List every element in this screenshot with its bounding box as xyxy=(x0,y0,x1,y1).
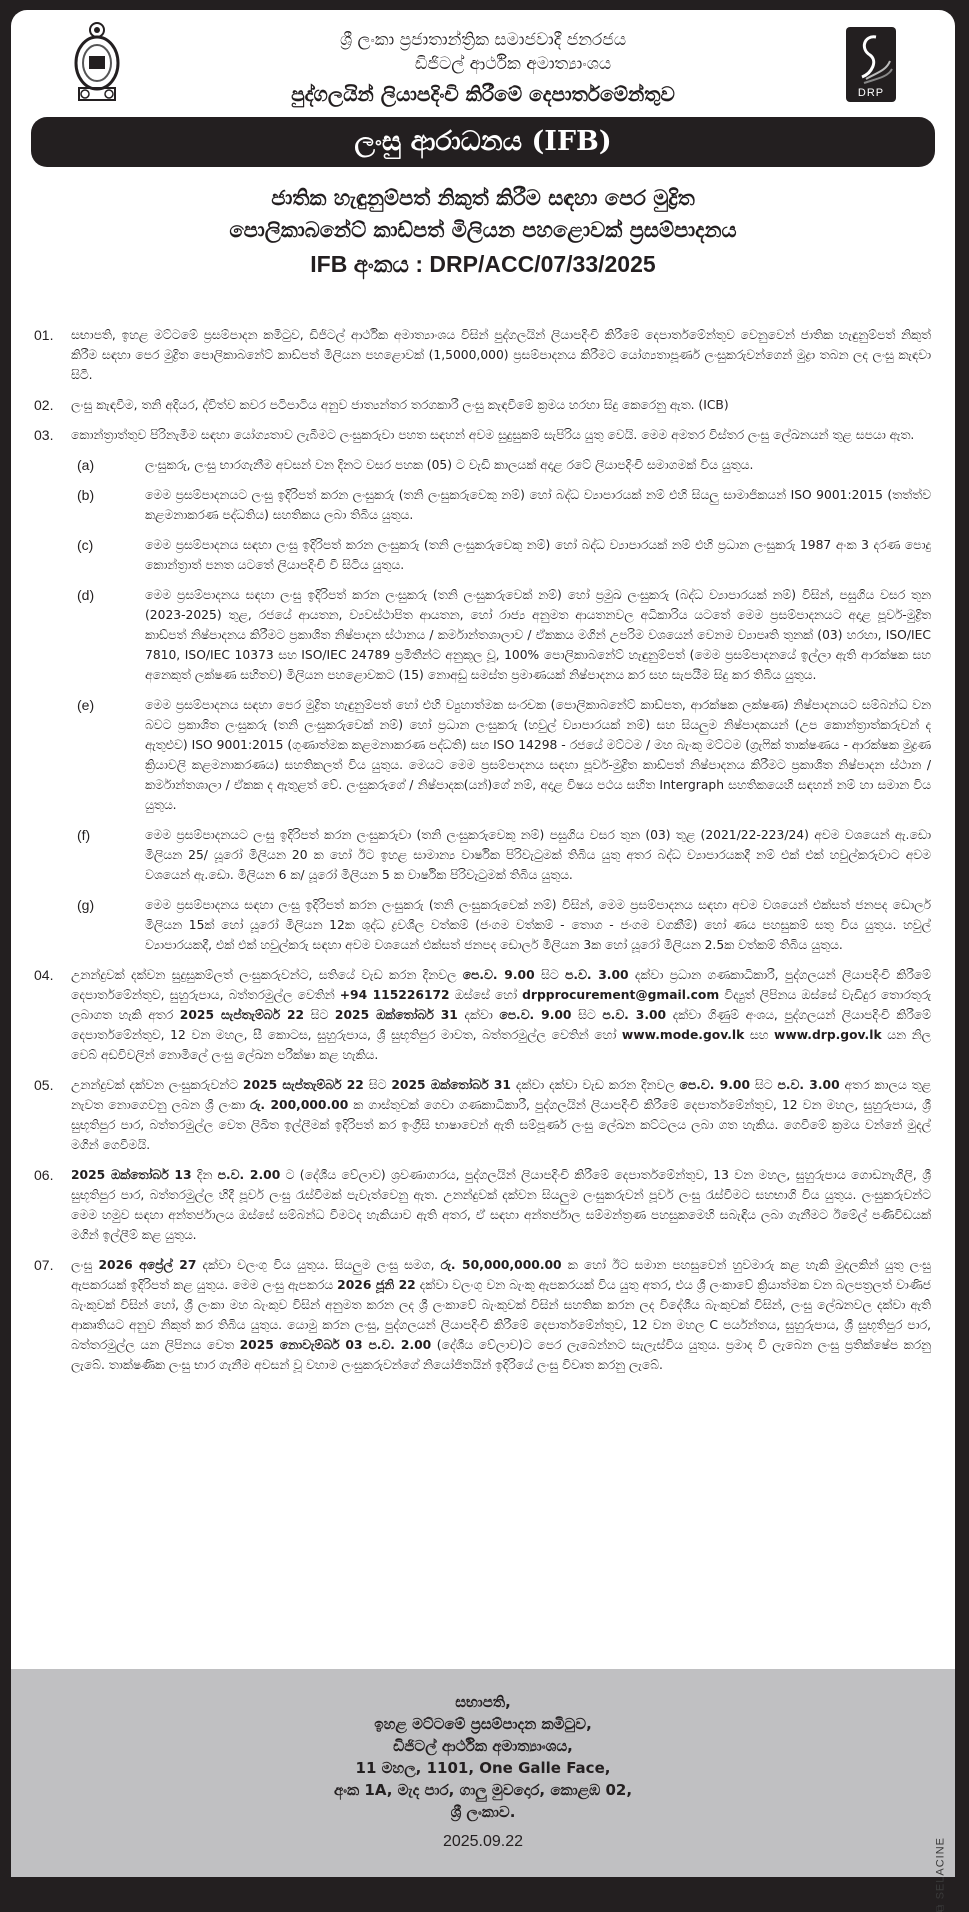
sub-item-label: (g) xyxy=(77,897,95,913)
hours-start: පෙ.ව. 9.00 xyxy=(499,1008,572,1022)
paragraph-text: ලංසු කැඳවීම, තනි අදියර, ද්විත්ව කවර පටිපාටිය අනුව ජාත්‍යන්තර තරගකාරී ලංසු කැඳවීමේ ක්‍රමය හරහා සිදු කෙරෙනු ඇත. (ICB) xyxy=(71,398,729,412)
sub-item-label: (e) xyxy=(77,697,95,713)
paragraph-number: 01. xyxy=(34,327,54,343)
document-fee: රු. 200,000.00 xyxy=(250,1098,349,1112)
department-name: පුද්ගලයින් ලියාපදිංචි කිරීමේ දෙපාර්තමේන්තුව xyxy=(291,82,675,106)
date-start: 2025 සැප්තැම්බර් 22 xyxy=(179,1008,305,1022)
paragraph-number: 07. xyxy=(34,1257,54,1273)
notice-date: 2025.09.22 xyxy=(442,1833,524,1850)
sri-lanka-emblem-icon xyxy=(73,18,121,106)
address-line2: අංක 1A, මැද පාර, ගාලු මුවදොර, කොළඹ 02, xyxy=(333,1781,633,1799)
sub-item-text: මෙම ප්‍රසම්පාදනය සඳහා ලංසු ඉදිරිපත් කරන ලංසුකරු (තනි ලංසුකරුවෙකු නම්) හෝ බද්ධ ව්‍යාපාරයක් නම් එහි ප්‍රධාන ලංසුකරු 1987 අංක 3 දරණ පොදු කොන්ත්‍රාත් පනත යටතේ ලියාපදිංචි වී සිටිය යුතුය. xyxy=(145,538,931,572)
paragraph-03 xyxy=(34,425,931,445)
text-run: දක්වා ගිණුම් අංශය, පුද්ගලයන් ලියාපදිංචි කිරීමේ දෙපාර්තමේන්තුව, 12 වන මහල, සී කොටස, සුහුරුපාය, ශ්‍රී සුභූතිපුර මාවත, බත්තරමුල්ල වෙතින් හෝ xyxy=(71,1008,931,1042)
paragraph-06 xyxy=(34,1165,931,1245)
paragraph-number: 05. xyxy=(34,1077,54,1093)
date-end: 2025 ඔක්තෝබර් 31 xyxy=(334,1008,458,1022)
advertisement-panel xyxy=(11,10,955,1912)
paragraph-text: කොන්ත්‍රාත්තුව පිරිනැමීම සඳහා යෝග්‍යතාව ලැබීමට ලංසුකරුවා පහත සඳහන් අවම සුදුසුකම් සැපිරිය යුතු වෙයි. මෙම අමතර විස්තර ලංසු ලේඛනයන් තුළ සපයා ඇත. xyxy=(71,428,915,442)
paragraph-text: සභාපති, ඉහළ මට්ටමේ ප්‍රසම්පාදන කමිටුව, ඩිජිටල් ආර්ථික අමාත්‍යාංශය විසින් පුද්ගලයින් ලියාපදිංචි කිරීමේ දෙපාර්තමේන්තුව වෙනුවෙන් ජාතික හැඳුනුම්පත් නිකුත් කිරීම සඳහා පෙර මුද්‍රිත පොලිකාබනේට් කාඩ්පත් මිලියන පහළොවක් (1,5000,000) ප්‍රසම්පාදනය කිරීමට යෝග්‍යතාපූර්ණ ලංසුකරුවන්ගෙන් මුද්‍රා තබන ලද ලංසු කැඳවා සිටී. xyxy=(71,328,931,382)
text-run: ඔස්සේ හෝ xyxy=(449,988,523,1002)
sub-item-a xyxy=(34,455,931,475)
sub-item-text: මෙම ප්‍රසම්පාදනය සඳහා පෙර මුද්‍රිත හැඳුනුම්පත් හෝ එහි ව්‍යුහාත්මක සංරචක (පොලිකාබනේට් කාඩ්පත, ආරක්ෂක ලක්ෂණ) නිෂ්පාදනයට සම්බන්ධ වන බවට ප්‍රකාශිත ලංසුකරු (තනි ලංසුකරුවෙක් නම්) හෝ ප්‍රධාන ලංසුකරු (හවුල් ව්‍යාපාරයක් නම්) සහ සියලුම නිෂ්පාදකයන් (උප කොන්ත්‍රාත්කරුවන් ද ඇතුළුව) ISO 9001:2015 (ගුණාත්මක කළමනාකරණ පද්ධති) සහ ISO 14298 - රජයේ මට්ටම / මහ බැංකු මට්ටම (ග්‍රැෆික් තාක්ෂණය - ආරක්ෂක මුද්‍රණ ක්‍රියාවලි කළමනාකරණය) සහතිකලත් විය යුතුය. මෙයට මෙම ප්‍රසම්පාදනය සඳහා පූර්ව-මුද්‍රිත කාඩ්පත් නිෂ්පාදනය කිරීමට ප්‍රකාශිත නිෂ්පාදන ස්ථාන / කර්මාන්තශාලා / ඒකක ද ඇතුළත් වේ. ලංසුකරුගේ / නිෂ්පාදක(යන්)ගේ නම්, අදාළ විෂය පථය සහිත Intergraph සහතිකයෙහි සඳහන් නම් හා සමාන විය යුතුය. xyxy=(145,698,931,812)
sub-item-text: මෙම ප්‍රසම්පාදනය සඳහා ලංසු ඉදිරිපත් කරන ලංසුකරු (තනි ලංසුකරුවෙක් නම්) විසින්, මෙම ප්‍රසම්පාදනය සඳහා අවම වශයෙන් එක්සත් ජනපද ඩොලර් මිලියන 15ක් හෝ යූරෝ මිලියන 12ක ශුද්ධ ද්‍රවශීල වත්කම් (ජංගම වත්කම් - තොග - ජංගම වගකීම්) හෝ ණය පහසුකම් සතු විය යුතුය. හවුල් ව්‍යාපාරයකදී, එක් එක් හවුල්කරු සඳහා අවම වශයෙන් එක්සත් ජනපද ඩොලර් මිලියන 3ක හෝ යූරෝ මිලියන 2.5ක වත්කම් තිබිය යුතුය. xyxy=(145,898,931,952)
office-hours-start: පෙ.ව. 9.00 xyxy=(462,968,535,982)
ministry-name: ඩිජිටල් ආර්ථික අමාත්‍යාංශය, xyxy=(393,1737,573,1755)
text-run: දක්වා වලංගු විය යුතුය. සියලුම ලංසු සමග, xyxy=(196,1258,441,1272)
drp-logo xyxy=(846,27,896,102)
text-run: සිට xyxy=(304,1008,335,1022)
date-end: 2025 ඔක්තෝබර් 31 xyxy=(391,1078,511,1092)
paragraph-02 xyxy=(34,395,931,415)
text-run: විද්‍යුත් ලිපිනය ඔස්සේ වැඩිදුර තොරතුරු ලබාගත හැකි අතර xyxy=(71,988,932,1022)
text-run: දක්වා දක්වා වැඩ කරන දිනවල xyxy=(510,1078,680,1092)
agency-mark xyxy=(934,1837,947,1912)
email-link[interactable]: drpprocurement@gmail.com xyxy=(522,988,720,1002)
paragraph-01 xyxy=(34,325,931,385)
sub-item-text: මෙම ප්‍රසම්පාදනය සඳහා ලංසු ඉදිරිපත් කරන ලංසුකරු (තනි ලංසුකරුවෙක් නම්) හෝ ප්‍රමුඛ ලංසුකරු (බද්ධ ව්‍යාපාරයක් නම්) විසින්, පසුගිය වසර තුන (2023-2025) තුළ, රජයේ ආයතන, ව්‍යවස්ථාපිත ආයතන, හෝ රාජ්‍ය අනුමත ආයතනවල අධිකාරිය යටතේ මෙම ප්‍රසම්පාදනයට අදාළ පූර්ව-මුද්‍රිත කාඩ්පත් නිෂ්පාදනය කිරීමට ප්‍රකාශිත නිෂ්පාදන ස්ථානය / කර්මාන්තශාලාව / ඒකකය මගින් උපරිම වශයෙන් වෙනම ව්‍යාපෘති තුනක් (03) හරහා, ISO/IEC 7810, ISO/IEC 10373 සහ ISO/IEC 24789 ප්‍රමිතීන්ට අනුකූල වූ, 100% පොලිකාබනේට් හැඳුනුම්පත් (මෙම ප්‍රසම්පාදනයේ ඉල්ලා ඇති ආරක්ෂක සහ අනෙකුත් ලක්ෂණ සහිතව) මිලියන පහළොවකට (15) නොඅඩු සමස්ත ප්‍රමාණයක් නිෂ්පාදනය කර සහ සැපයීම සිදු කර තිබිය යුතුය. xyxy=(145,588,931,682)
paragraph-number: 03. xyxy=(34,427,54,443)
text-run: යන නිල වෙබ් අඩවිවලින් නොමිලේ ලංසු ලේඛන පරීක්ෂා කළ හැකිය. xyxy=(71,1028,931,1062)
ifb-number: IFB අංකය : DRP/ACC/07/33/2025 xyxy=(310,251,656,277)
sub-item-text: ලංසුකරු, ලංසු භාරගැනීම අවසන් වන දිනට වසර පහක (05) ට වැඩි කාලයක් අදාළ රටේ ලියාපදිංචි සමාගමක් විය යුතුය. xyxy=(145,458,754,472)
text-run: සහ xyxy=(744,1028,774,1042)
sub-item-label: (a) xyxy=(77,457,95,473)
sub-item-g xyxy=(34,895,931,955)
hours-end: ප.ව. 3.00 xyxy=(602,1008,667,1022)
tender-title-block xyxy=(11,182,955,282)
signature-block xyxy=(11,1669,955,1912)
ministry-name: ඩිජිටල් ආර්ථික අමාත්‍යාංශය xyxy=(414,54,612,74)
hours-start: පෙ.ව. 9.00 xyxy=(679,1078,751,1092)
paragraph-number: 06. xyxy=(34,1167,54,1183)
paragraph-text xyxy=(71,1075,931,1155)
phone-number[interactable]: +94 115226172 xyxy=(339,988,450,1002)
text-run: උනන්දුවක් දක්වන සුදුසුකම්ලත් ලංසුකරුවන්ට, සතියේ වැඩ කරන දිනවල xyxy=(71,968,463,982)
sub-item-label: (c) xyxy=(77,537,94,553)
paragraph-04 xyxy=(34,965,931,1065)
bid-security-amount: රු. 50,000,000.00 xyxy=(440,1258,562,1272)
sub-item-e xyxy=(34,695,931,815)
committee-name: ඉහළ මට්ටමේ ප්‍රසම්පාදන කමිටුව, xyxy=(374,1715,592,1733)
signatory-title: සභාපති, xyxy=(455,1693,511,1711)
text-run: උනන්දුවක් දක්වන ලංසුකරුවන්ට xyxy=(71,1078,243,1092)
text-run: දක්වා xyxy=(457,1008,500,1022)
address-country: ශ්‍රී ලංකාව. xyxy=(450,1803,516,1821)
text-run: සිට xyxy=(534,968,566,982)
agency-logo-icon: ⧉ xyxy=(934,1899,946,1912)
mode-website-link[interactable]: www.mode.gov.lk xyxy=(621,1028,745,1042)
text-run: ක හෝ ඊට සමාන පහසුවෙන් හුවමාරු කළ හැකි මුදලකින් යුතු ලංසු ඇපකරයක් ඉදිරිපත් කළ යුතුය. මෙම ලංසු ඇපකරය xyxy=(71,1258,931,1292)
text-run: ලංසු xyxy=(71,1258,99,1272)
paragraph-text xyxy=(71,1165,931,1245)
sub-item-d xyxy=(34,585,931,685)
sub-item-label: (f) xyxy=(77,827,91,843)
bid-deadline: 2025 නොවැම්බර් 03 ප.ව. 2.00 xyxy=(239,1338,432,1352)
paragraph-number: 02. xyxy=(34,397,54,413)
agency-name: SELACINE xyxy=(934,1837,946,1900)
swan-icon xyxy=(846,29,896,89)
country-name: ශ්‍රී ලංකා ප්‍රජාතාන්ත්‍රික සමාජවාදී ජනරජය xyxy=(339,30,627,50)
pre-bid-date: 2025 ඔක්තෝබර් 13 xyxy=(71,1168,192,1182)
text-run: අතර කාලය තුළ නැවත නොගෙවනු ලබන ශ්‍රී ලංකා xyxy=(71,1078,931,1112)
sub-item-label: (d) xyxy=(77,587,95,603)
drp-logo-text: DRP xyxy=(857,87,885,99)
address-line1: 11 මහල, 1101, One Galle Face, xyxy=(355,1759,611,1777)
header xyxy=(11,10,955,110)
sub-item-text: මෙම ප්‍රසම්පාදනයට ලංසු ඉදිරිපත් කරන ලංසුකරුවා (තනි ලංසුකරුවෙකු නම්) පසුගිය වසර තුන (03) තුළ (2021/22-223/24) අවම වශයෙන් ඇ.ඩො මිලියන 25/ යූරෝ මිලියන 20 ක හෝ ඊට ඉහළ සාමාන්‍ය වාර්ෂික පිරිවැටුමක් තිබිය යුතු අතර බද්ධ ව්‍යාපාරයකදී නම් එක් එක් හවුල්කරුවාට අවම වශයෙන් ඇ.ඩො. මිලියන 6 ක/ යූරෝ මිලියන 5 ක වාර්ෂික පිරිවැටුමක් තිබිය යුතුය. xyxy=(145,828,931,882)
text-run: සිට xyxy=(363,1078,392,1092)
sub-item-label: (b) xyxy=(77,487,95,503)
tender-title-line2: පොලිකාබනේට් කාඩ්පත් මිලියන පහළොවක් ප්‍රසම්පාදනය xyxy=(229,218,737,242)
sub-item-b xyxy=(34,485,931,525)
text-run: දක්වා වලංගු වන බැංකු ඇපකරයක් විය යුතු අතර, එය ශ්‍රී ලංකාවේ ක්‍රියාත්මක වන බලපත්‍රලත් වාණිජ බැංකුවක් විසින් හෝ, ශ්‍රී ලංකා මහ බැංකුව විසින් අනුමත කරන ලද ශ්‍රී ලංකාවේ බැංකුවක් විසින් සහතික කරන ලද විදේශීය බැංකුවක් විසින්, ලංසු ලේඛනවල දක්වා ඇති ආකෘතියට අනුව නිකුත් කර තිබිය යුතුය. යොමු කරන ලංසු, පුද්ගලයන් ලියාපදිංචි කිරීමේ දෙපාර්තමේන්තුව, 12 වන මහල C පර්යන්තය, සුහුරුපාය, ශ්‍රී සුභූතිපුර පාර, බත්තරමුල්ල යන ලිපිනය වෙත xyxy=(71,1278,931,1352)
text-run: (දේශීය වේලාව)ට පෙර ලැබෙන්නට සැලැස්විය යුතුය. ප්‍රමාද වී ලැබෙන ලංසු ප්‍රතික්ෂේප කරනු ලැබේ. තාක්ෂණික ලංසු භාර ගැනීම අවසන් වූ වහාම ලංසුකරුවන්ගේ නියෝජිතයින් ඉදිරියේ ලංසු විවෘත කරනු ලැබේ. xyxy=(71,1338,931,1372)
paragraph-05 xyxy=(34,1075,931,1155)
drp-website-link[interactable]: www.drp.gov.lk xyxy=(773,1028,882,1042)
sub-item-text: මෙම ප්‍රසම්පාදනයට ලංසු ඉදිරිපත් කරන ලංසුකරු (තනි ලංසුකරුවෙකු නම්) හෝ බද්ධ ව්‍යාපාරයක් නම් එහි සියලු සාමාජිකයන් ISO 9001:2015 (තත්ත්ව කළමනාකරණ පද්ධතිය) සහතිකය ලබා තිබිය යුතුය. xyxy=(145,488,931,522)
sub-item-f xyxy=(34,825,931,885)
tender-title-line1: ජාතික හැඳුනුම්පත් නිකුත් කිරීම සඳහා පෙර මුද්‍රිත xyxy=(271,186,695,210)
hours-end: ප.ව. 3.00 xyxy=(777,1078,840,1092)
text-run: සිට xyxy=(750,1078,778,1092)
ifb-banner: ලංසු ආරාධනය (IFB) xyxy=(31,117,935,167)
text-run: දක්වා ප්‍රධාන ගණකාධිකාරී, පුද්ගලයන් ලියාපදිංචි කිරීමේ දෙපාර්තමේන්තුව, සුහුරුපාය, බත්තරමුල්ල වෙතින් xyxy=(71,968,931,1002)
bid-validity-date: 2026 අප්‍රේල් 27 xyxy=(98,1258,197,1272)
pre-bid-time: ප.ව. 2.00 xyxy=(217,1168,281,1182)
text-run: දින xyxy=(191,1168,218,1182)
paragraph-number: 04. xyxy=(34,967,54,983)
bid-security-validity-date: 2026 ජූනි 22 xyxy=(337,1278,416,1292)
paragraph-text xyxy=(71,1255,931,1375)
text-run: ක ගාස්තුවක් ගෙවා ගණකාධිකාරී, පුද්ගලයින් ලියාපදිංචි කිරීමේ දෙපාර්තමේන්තුව, 12 වන මහල, සුහුරුපාය, ශ්‍රී සුභූතිපුර පාර, බත්තරමුල්ල වෙත ලිඛිත ඉල්ලීමක් ඉදිරිපත් කර ඉංග්‍රීසි භාෂාවෙන් ඇති සම්පූර්ණ ලංසු ලේඛන කට්ටලය ලබා ගත හැකිය. ගෙවීමේ ක්‍රමය වන්නේ මුදල් මගින් ගෙවීමයි. xyxy=(71,1098,931,1152)
sub-item-c xyxy=(34,535,931,575)
paragraph-07 xyxy=(34,1255,931,1375)
paragraph-text xyxy=(71,965,931,1065)
notice-body xyxy=(34,325,931,1385)
date-start: 2025 සැප්තැම්බර් 22 xyxy=(242,1078,364,1092)
text-run: ට (දේශීය වේලාව) ශ්‍රවණාගාරය, පුද්ගලයින් ලියාපදිංචි කිරීමේ දෙපාර්තමේන්තුව, 13 වන මහල, සුහුරුපාය ගොඩනැගිලි, ශ්‍රී සුභූතිපුර පාර, බත්තරමුල්ල හිදී පූර්ව ලංසු රැස්වීමක් පැවැත්වෙනු ඇත. උනන්දුවක් දක්වන සියලුම ලංසුකරුවන් පූර්ව ලංසු රැස්වීමට සහභාගි විය යුතුය. ලංසුකරුවන්ට මෙම හමුව සඳහා අන්තර්ජාලය ඔස්සේ සම්බන්ධ වීමටද හැකියාව ඇති අතර, ඒ සඳහා අන්තර්ජාල සම්මන්ත්‍රණ පහසුකමෙහි සබැඳිය ලබා ගැනීමට ඊමේල් පණිවිඩයක් මගින් ඉල්ලීම් කළ යුතුය. xyxy=(71,1168,931,1242)
office-hours-end: ප.ව. 3.00 xyxy=(565,968,629,982)
text-run: සිට xyxy=(571,1008,603,1022)
